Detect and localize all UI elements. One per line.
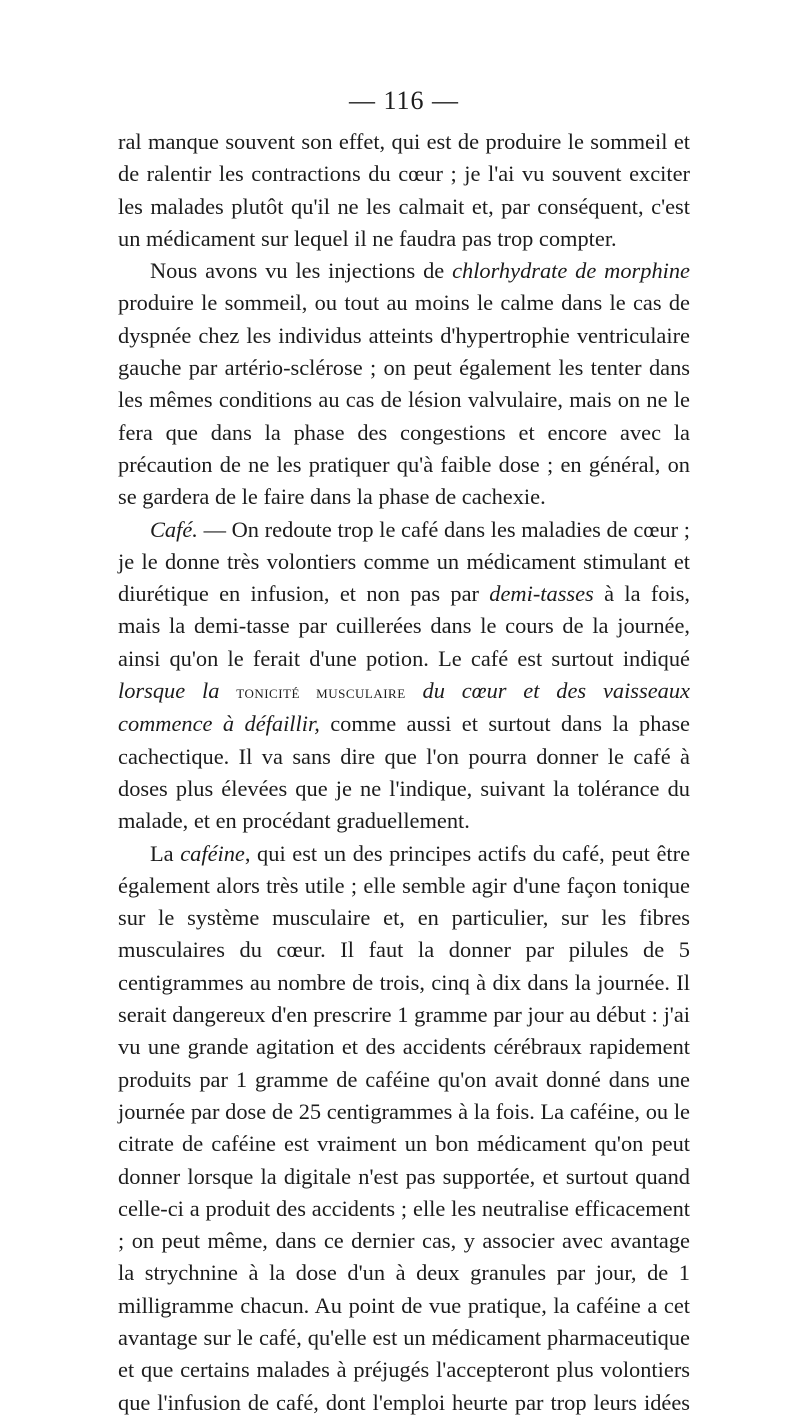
- section-label: Café.: [150, 516, 198, 542]
- italic-term: caféine: [180, 840, 245, 866]
- paragraph-cafe: [118, 514, 690, 838]
- paragraph-text: La: [150, 840, 181, 866]
- paragraph-text: Nous avons vu les injections de: [150, 258, 453, 284]
- italic-phrase: du cœur et des vaisseaux commence à défaillir,: [118, 678, 690, 737]
- paragraph-morphine: [118, 255, 690, 513]
- small-caps-term: tonicité musculaire: [236, 682, 406, 703]
- page-body: [118, 126, 690, 1419]
- paragraph-text: produire le sommeil, ou tout au moins le calme dans le cas de dyspnée chez les individus atteints d'hypertrophie ventriculaire gauche par artério-sclérose ; on peut également les tenter dans les mêmes conditions au cas de lésion valvulaire, mais on ne le fera que dans la phase des congestions et encore avec la précaution de ne les pratiquer qu'à faible dose ; en général, on se gardera de le faire dans la phase de cachexie.: [118, 290, 690, 510]
- paragraph-cafeine: [118, 838, 690, 1419]
- italic-term: demi-tasses: [489, 581, 594, 607]
- paragraph-text: comme aussi et surtout dans la phase cachectique. Il va sans dire que l'on pourra donner le café à doses plus élevées que je ne l'indique, suivant la tolérance du malade, et en procédant graduellement.: [118, 711, 690, 834]
- paragraph-continuation: [118, 126, 690, 255]
- italic-term: chlorhydrate de morphine: [452, 258, 690, 284]
- paragraph-text: à la fois, mais la demi-tasse par cuillerées dans le cours de la journée, ainsi qu'on le ferait d'une potion. Le café est surtout indiqué: [118, 581, 691, 671]
- paragraph-text: — On redoute trop le café dans les maladies de cœur ; je le donne très volontiers comme un médicament stimulant et diurétique en infusion, et non pas par: [118, 516, 690, 607]
- italic-phrase: lorsque la: [118, 678, 220, 704]
- paragraph-text: , qui est un des principes actifs du café, peut être également alors très utile ; elle semble agir d'une façon tonique sur le système musculaire et, en particulier, sur les fibres musculaires du cœur. Il faut la donner par pilules de 5 centigrammes au nombre de trois, cinq à dix dans la journée. Il serait dangereux d'en prescrire 1 gramme par jour au début : j'ai vu une grande agitation et des accidents cérébraux rapidement produits par 1 gramme de caféine qu'on avait donné dans une journée par dose de 25 centigrammes à la fois. La caféine, ou le citrate de caféine est vraiment un bon médicament qu'on peut donner lorsque la digitale n'est pas supportée, et surtout quand celle-ci a produit des accidents ; elle les neutralise efficacement ; on peut même, dans ce dernier cas, y associer avec avantage la strychnine à la dose d'un à deux granules par jour, de 1 milligramme chacun. Au point de vue pratique, la caféine a cet avantage sur le café, qu'elle est un médicament pharmaceutique et que certains malades à préjugés l'accepteront plus volontiers que l'infusion de café, dont l'emploi heurte par trop leurs idées: [118, 840, 691, 1415]
- paragraph-text: ral manque souvent son effet, qui est de produire le sommeil et de ralentir les contractions du cœur ; je l'ai vu souvent exciter les malades plutôt qu'il ne les calmait et, par conséquent, c'est un médicament sur lequel il ne faudra pas trop compter.: [118, 129, 690, 251]
- page-number: — 116 —: [348, 86, 460, 115]
